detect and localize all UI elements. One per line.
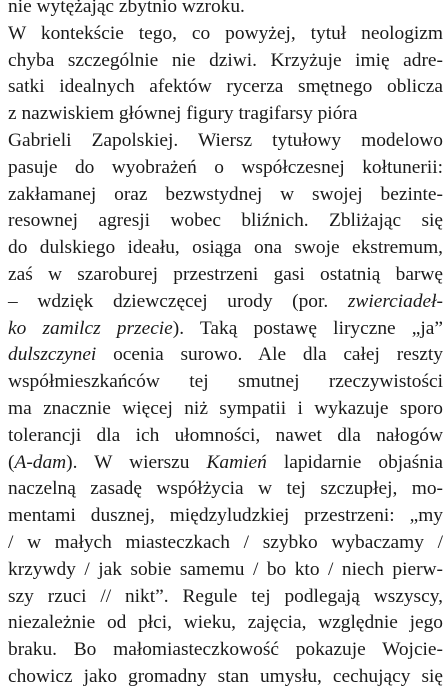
text-segment: W kontekście tego, co powyżej, tytuł neologizm — [8, 22, 443, 44]
text-segment: tolerancji dla ich ułomności, nawet dla nałogów — [8, 424, 443, 446]
text-line — [8, 182, 443, 209]
text-segment: satki idealnych afektów rycerza smętnego oblicza — [8, 76, 443, 98]
text-line — [8, 289, 443, 316]
text-line — [8, 342, 443, 369]
text-segment: niezależnie od płci, wieku, zajęcia, względnie jego — [8, 612, 443, 634]
italic-text-segment: dulszczynei — [8, 344, 97, 366]
text-segment: naczelną zasadę współżycia w tej szczupłej, mo- — [8, 478, 443, 500]
text-segment: ocenia surowo. Ale dla całej reszty — [96, 344, 443, 366]
text-line — [8, 664, 443, 691]
text-line — [8, 128, 443, 155]
text-line — [8, 316, 443, 343]
text-line — [8, 0, 443, 21]
text-line — [8, 476, 443, 503]
text-segment: chowicz jako gromadny stan umysłu, cechujący się — [8, 665, 443, 687]
text-line — [8, 235, 443, 262]
text-segment: ( — [8, 451, 15, 473]
text-line — [8, 584, 443, 611]
text-segment: współmieszkańców tej smutnej rzeczywistości — [8, 371, 443, 393]
text-line — [8, 155, 443, 182]
text-line — [8, 48, 443, 75]
text-line — [8, 450, 443, 477]
text-line — [8, 262, 443, 289]
text-line — [8, 610, 443, 637]
text-line — [8, 637, 443, 664]
text-segment: mentami dusznej, międzyludzkiej przestrzeni: „my — [8, 505, 443, 527]
text-segment: pasuje do wyobrażeń o współczesnej kołtunerii: — [8, 156, 443, 178]
italic-text-segment: A-dam — [14, 451, 67, 473]
italic-text-segment: zwierciadeł- — [347, 290, 443, 312]
italic-text-segment: ko zamilcz przecie — [8, 317, 173, 339]
text-line — [8, 423, 443, 450]
text-segment: – wdzięk dziewczęcej urody (por. — [8, 290, 348, 312]
text-segment: zaś w szaroburej przestrzeni gasi ostatnią barwę — [8, 263, 443, 285]
text-line — [8, 396, 443, 423]
text-line — [8, 21, 443, 48]
text-segment: z nazwiskiem głównej figury tragifarsy pióra — [8, 103, 358, 125]
text-line — [8, 557, 443, 584]
text-segment: krzywdy / jak sobie samemu / bo kto / niech pierw- — [8, 558, 443, 580]
text-segment: ma znacznie więcej niż sympatii i wykazuje sporo — [8, 397, 443, 419]
text-segment: ). Taką postawę liryczne „ja” — [172, 317, 443, 339]
text-line — [8, 208, 443, 235]
italic-text-segment: Kamień — [206, 451, 267, 473]
text-line — [8, 530, 443, 557]
text-line — [8, 101, 443, 128]
text-segment: / w małych miasteczkach / szybko wybaczamy / — [8, 531, 443, 553]
text-segment: do dulskiego ideału, osiąga ona swoje ekstremum, — [8, 237, 443, 259]
text-segment: zakłamanej oraz bezwstydnej w swojej bezinte- — [8, 183, 443, 205]
text-segment: Gabrieli Zapolskiej. Wiersz tytułowy modelowo — [8, 129, 443, 151]
text-line — [8, 369, 443, 396]
text-segment: szy rzuci // nikt”. Regule tej podlegają wszyscy, — [8, 585, 443, 607]
text-segment: nie wytężając zbytnio wzroku. — [8, 0, 245, 17]
book-page-text — [8, 0, 443, 691]
text-segment: chyba szczególnie nie dziwi. Krzyżuje imię adre- — [8, 49, 443, 71]
text-segment: lapidarnie objaśnia — [266, 451, 443, 473]
text-segment: ). W wierszu — [66, 451, 207, 473]
text-segment: resownej agresji wobec bliźnich. Zbliżając się — [8, 210, 443, 232]
text-line — [8, 503, 443, 530]
text-line — [8, 74, 443, 101]
text-segment: braku. Bo małomiasteczkowość pokazuje Wojcie- — [8, 639, 443, 661]
